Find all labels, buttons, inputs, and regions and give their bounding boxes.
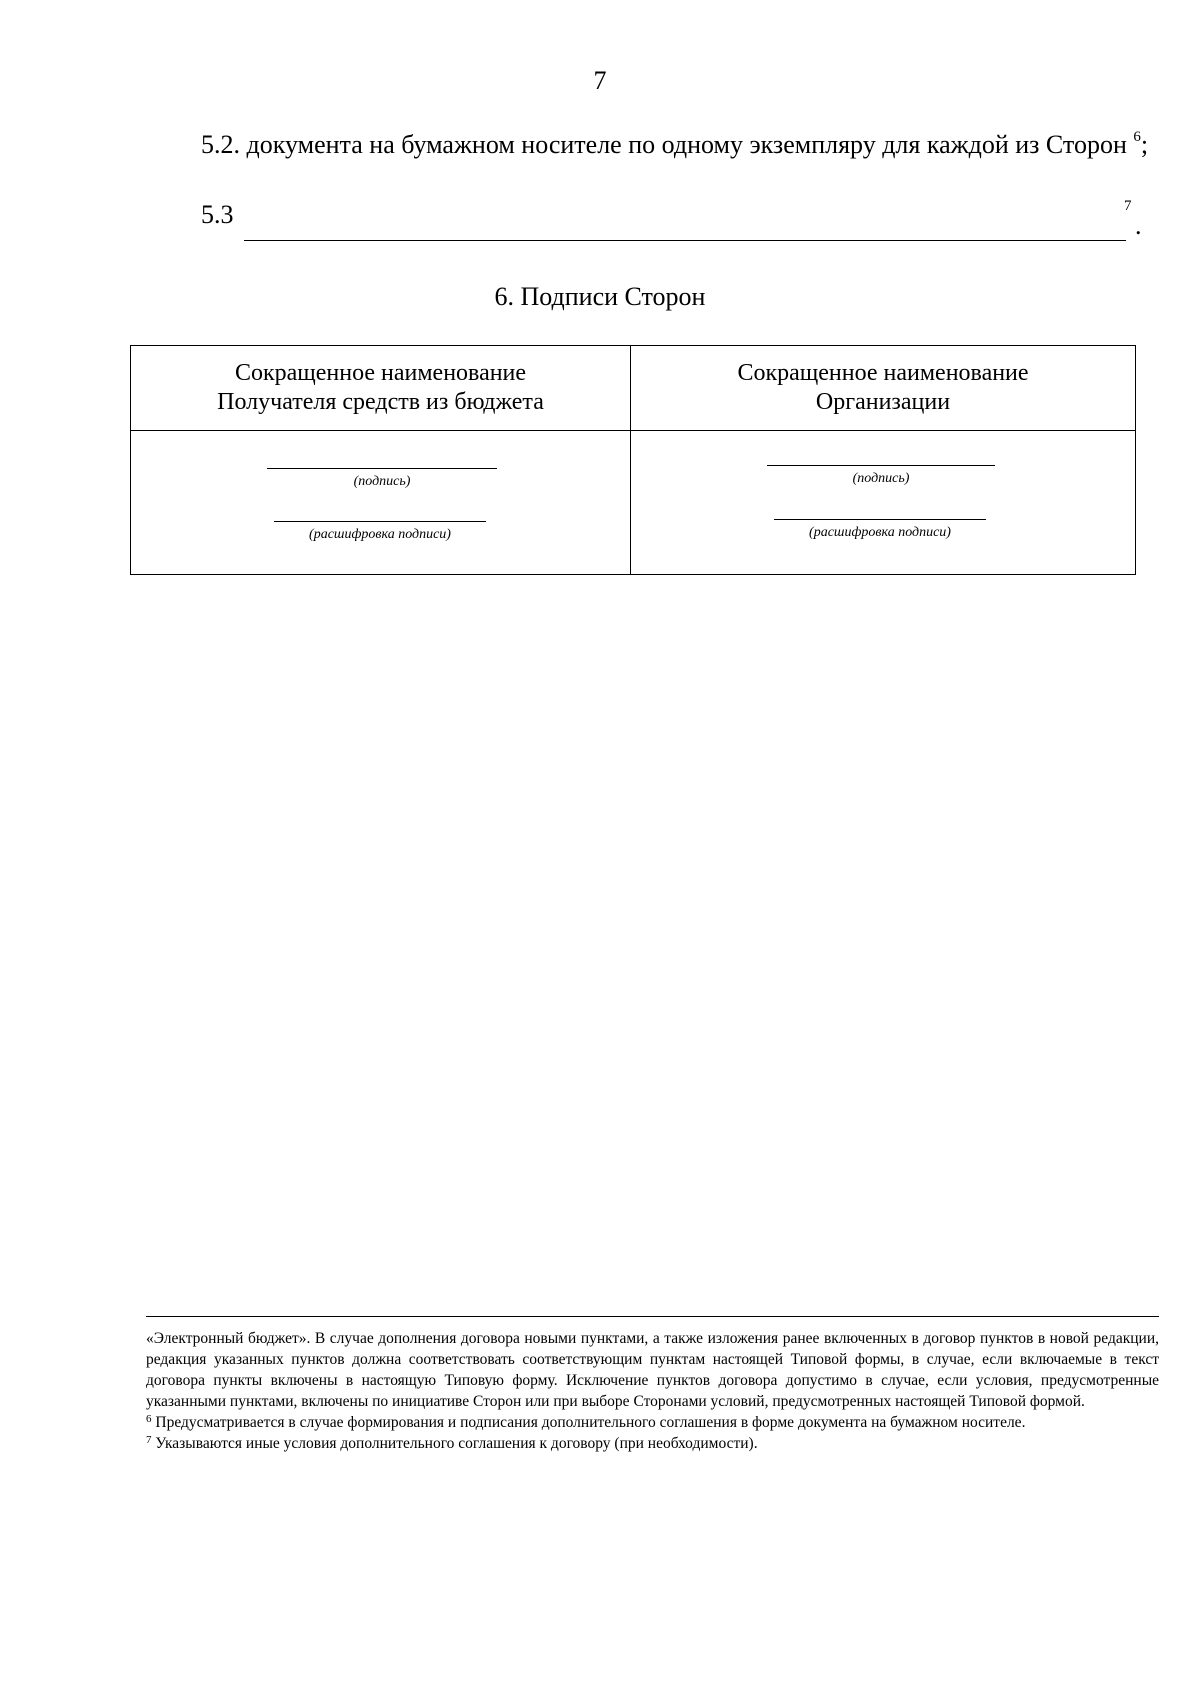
organization-header-line-2: Организации xyxy=(815,389,951,415)
organization-header-line-1: Сокращенное наименование xyxy=(737,360,1029,386)
organization-signature-block xyxy=(767,465,995,487)
recipient-signature-block xyxy=(267,468,497,490)
clause-5-3-blank-line xyxy=(244,240,1126,241)
recipient-header-line-1: Сокращенное наименование xyxy=(234,360,527,386)
recipient-decoding-caption: (расшифровка подписи) xyxy=(309,527,451,542)
page-number: 7 xyxy=(593,66,607,95)
recipient-decoding-block xyxy=(274,521,486,543)
recipient-signature-line xyxy=(267,468,497,469)
footnote-7-text: Указываются иные условия дополнительного соглашения к договору (при необходимости). xyxy=(151,1435,758,1452)
clause-5-2-text: 5.2. документа на бумажном носителе по одному экземпляру для каждой из Сторон xyxy=(201,130,1134,159)
clause-5-2-end: ; xyxy=(1140,130,1149,159)
organization-decoding-block xyxy=(774,519,986,541)
footnotes xyxy=(146,1328,1159,1454)
organization-decoding-line xyxy=(774,519,986,520)
recipient-signature-cell xyxy=(131,431,631,575)
clause-5-3-period: . xyxy=(1135,211,1142,240)
footnote-6-text: Предусматривается в случае формирования и подписания дополнительного соглашения в форме документа на бумажном носителе. xyxy=(151,1414,1026,1431)
section-title: 6. Подписи Сторон xyxy=(494,282,706,311)
footnote-continuation: «Электронный бюджет». В случае дополнения договора новыми пунктами, а также изложения ранее включенных в договор пунктов в новой редакции, редакция указанных пунктов должна соответствовать соответствующим пунктам настоящей Типовой формы, в случае, если включаемые в текст договора пункты включены в настоящую Типовую форму. Исключение пунктов договора допустимо в случае, если условия, предусмотренные указанными пунктами, включены по инициативе Сторон или при выборе Сторонами условий, предусмотренных настоящей Типовой формой. xyxy=(146,1330,1159,1410)
organization-signature-cell xyxy=(631,431,1136,575)
footnote-mark-7: 7 xyxy=(1124,198,1132,214)
signature-table xyxy=(130,345,1136,575)
clause-5-2 xyxy=(145,126,1156,163)
footnote-7-mark: 7 xyxy=(146,1434,152,1446)
organization-signature-caption: (подпись) xyxy=(852,471,910,486)
recipient-signature-caption: (подпись) xyxy=(353,474,411,489)
footnote-6-mark: 6 xyxy=(146,1413,152,1425)
footnote-7 xyxy=(146,1433,1159,1454)
organization-signature-line xyxy=(767,465,995,466)
clause-5-3-number: 5.3 xyxy=(201,200,234,229)
recipient-decoding-line xyxy=(274,521,486,522)
footnote-6 xyxy=(146,1412,1159,1433)
footnote-separator xyxy=(146,1316,1159,1317)
organization-decoding-caption: (расшифровка подписи) xyxy=(809,525,951,540)
footnote-mark-6: 6 xyxy=(1133,129,1141,145)
recipient-header-cell xyxy=(131,346,631,431)
organization-header-cell xyxy=(631,346,1136,431)
recipient-header-line-2: Получателя средств из бюджета xyxy=(217,389,544,415)
